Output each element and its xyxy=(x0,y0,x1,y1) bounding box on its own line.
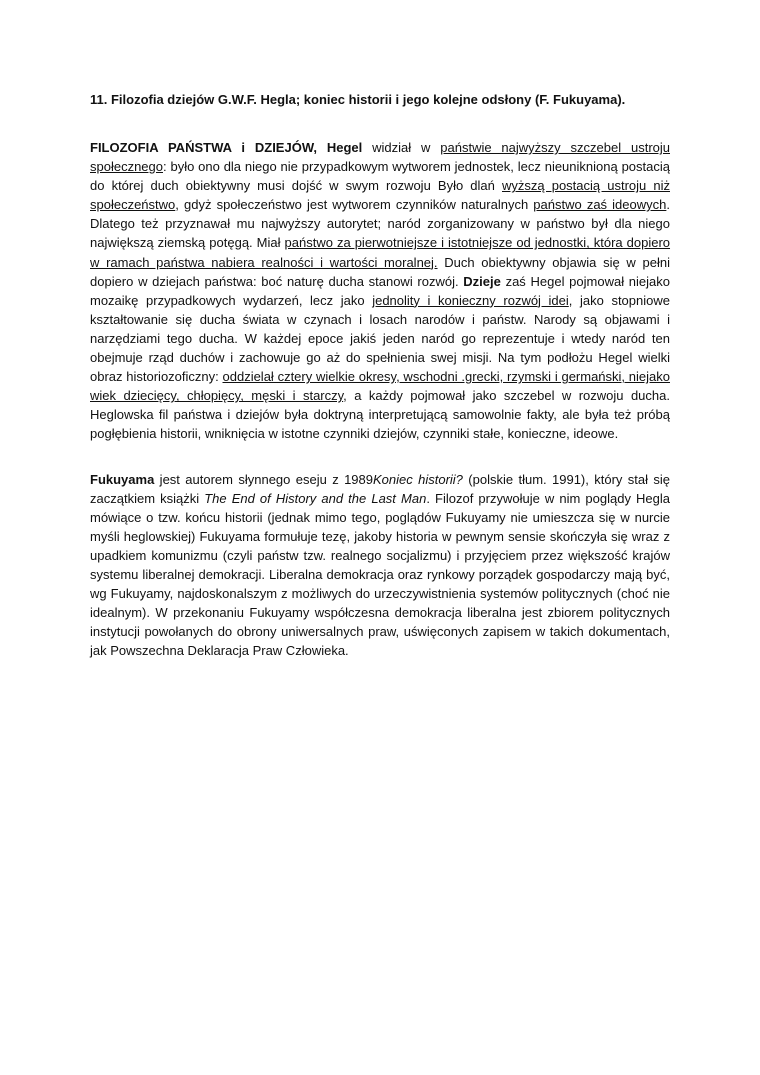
text-run: , a każdy pojmował jako szczebel w rozwoju ducha. Heglowska fil państwa i dziejów była doktryną interpretującą samowolnie fakty, ale była też próbą pogłębienia historii, wniknięcia w istotne czynniki dziejów, czynniki stałe, konieczne, ideowe. xyxy=(90,388,670,442)
text-run: zaś Hegel pojmował niejako mozaikę przypadkowych wydarzeń, lecz jako xyxy=(90,273,670,308)
underlined-phrase: wyższą postacią ustroju niż społeczeństwo xyxy=(90,178,670,213)
underlined-phrase: państwo za pierwotniejsze i istotniejsze od jednostki, która dopiero w ramach państwa nabiera realności i wartości moralnej. xyxy=(90,235,671,270)
underlined-phrase: oddzielał cztery wielkie okresy, wschodni .grecki, rzymski i germański, niejako wiek dziecięcy, chłopięcy, męski i starczy xyxy=(90,369,670,404)
heading-philosophy-of-state: FILOZOFIA PAŃSTWA i DZIEJÓW, Hegel xyxy=(90,140,363,155)
underlined-phrase: państwie najwyższy szczebel ustroju społecznego xyxy=(90,140,670,175)
underlined-phrase: państwo zaś ideowych xyxy=(533,197,667,213)
text-run: : było ono dla niego nie przypadkowym wytworem jednostek, lecz nieuniknioną postacią do której duch obiektywny musi dojść w swym rozwoju Było dlań xyxy=(90,159,670,194)
text-run: jest autorem słynnego eseju z 1989 xyxy=(154,471,373,487)
paragraph-hegel xyxy=(90,138,670,444)
underlined-phrase: jednolity i konieczny rozwój idei xyxy=(372,292,569,308)
paragraph-fukuyama xyxy=(90,470,670,661)
text-run: , gdyż społeczeństwo jest wytworem czynników naturalnych xyxy=(175,197,534,213)
text-run: . Filozof przywołuje w nim poglądy Hegla mówiące o tzw. końcu historii (jednak mimo tego, poglądów Fukuyamy nie umieszcza się w nurcie myśli heglowskiej) Fukuyama formułuje tezę, jakoby historia w pewnym sensie skończyła się wraz z upadkiem komunizmu (czyli państw tzw. realnego socjalizmu) i przyjęciem przez większość krajów systemu liberalnej demokracji. Liberalna demokracja oraz rynkowy porządek gospodarczy mają być, wg Fukuyamy, najdoskonalszym z możliwych do urzeczywistnienia systemów politycznych (choć nie idealnym). W przekonaniu Fukuyamy współczesna demokracja liberalna jest zbiorem politycznych instytucji powołanych do obrony uniwersalnych praw, uświęconych zapisem w takich dokumentach, jak Powszechna Deklaracja Praw Człowieka. xyxy=(90,490,671,659)
text-run: . Dlatego też przyznawał mu najwyższy autorytet; naród zorganizowany w państwo był dla niego największą ziemską potęgą. Miał xyxy=(90,197,670,251)
text-run: Duch obiektywny objawia się w pełni dopiero w dziejach państwa: boć naturę ducha stanowi rozwój. xyxy=(90,254,670,289)
text-run: widział w xyxy=(362,140,441,155)
bold-term-fukuyama: Fukuyama xyxy=(90,471,155,487)
document-page xyxy=(90,90,670,660)
text-run: , jako stopniowe kształtowanie się ducha świata w czynach i losach narodów i państw. Narody są objawami i narzędziami tego ducha. W każdej epoce jakiś jeden naród go reprezentuje i wtedy naród ten obejmuje rząd duchów i zachowuje go aż do spełnienia swej misji. Na tym podłożu Hegel wielki obraz historiozoficzny: xyxy=(90,292,670,385)
italic-title-essay: Koniec historii? xyxy=(373,471,463,487)
text-run: (polskie tłum. 1991), który stał się zaczątkiem książki xyxy=(90,471,670,506)
bold-term-dzieje: Dzieje xyxy=(463,273,501,289)
italic-title-book: The End of History and the Last Man xyxy=(204,490,427,506)
document-title: 11. Filozofia dziejów G.W.F. Hegla; koniec historii i jego kolejne odsłony (F. Fukuyama). xyxy=(90,92,626,107)
